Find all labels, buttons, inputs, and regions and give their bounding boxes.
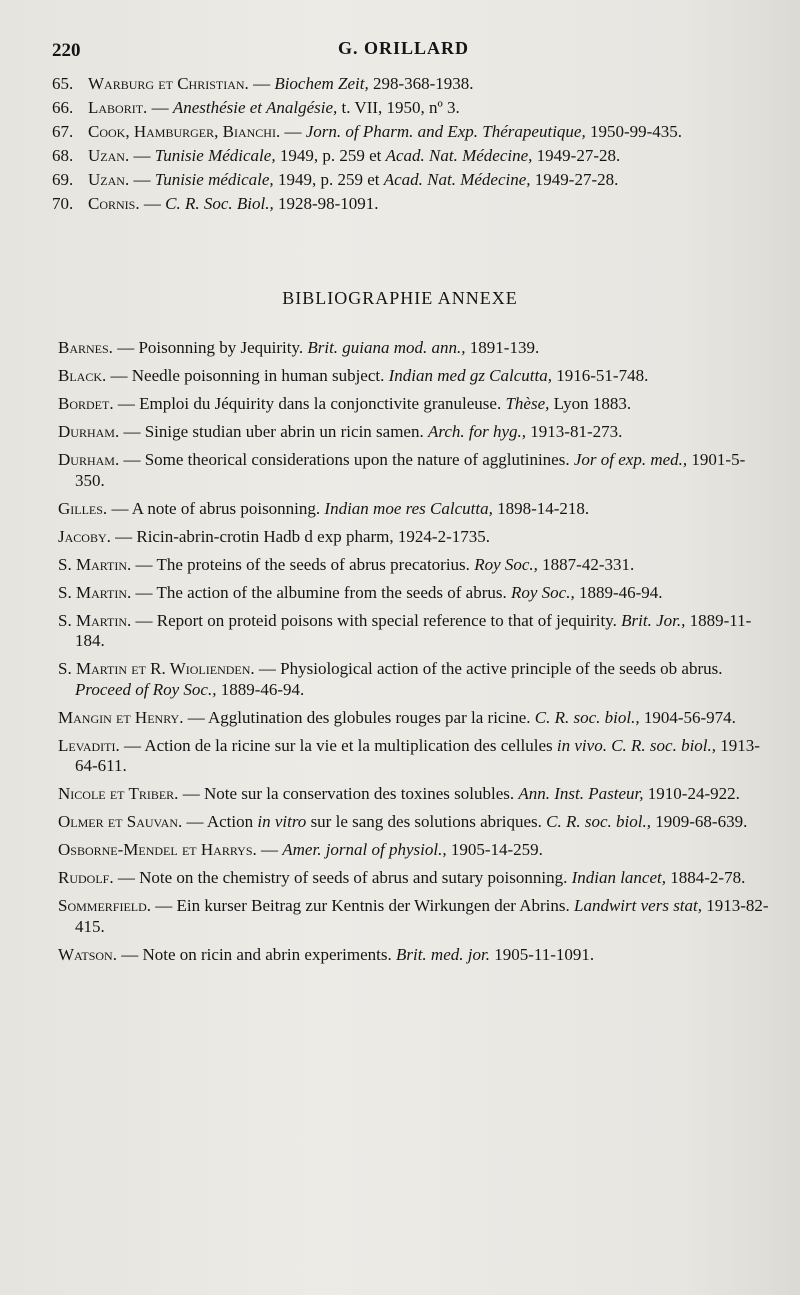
- entry-title-cont: sur le sang des solutions abriques.: [306, 812, 547, 831]
- reference-middle: 1949, p. 259 et: [273, 170, 384, 189]
- entry-details: 1909-68-639.: [651, 812, 748, 831]
- entry-title: Note sur la conservation des toxines solubles.: [203, 784, 519, 803]
- entry-title: Needle poisonning in human subject.: [131, 366, 389, 385]
- bibliography-entry: [58, 366, 770, 387]
- reference-number: 67.: [52, 122, 74, 141]
- entry-separator: —: [112, 338, 139, 357]
- reference-journal-2: Acad. Nat. Médecine,: [385, 146, 533, 165]
- entry-details: 1901-5-350.: [75, 450, 746, 490]
- entry-author: Barnes.: [58, 338, 113, 357]
- entry-journal: Indian moe res Calcutta,: [324, 498, 493, 518]
- entry-title: Poisonning by Jequirity.: [138, 338, 308, 357]
- entry-journal: Amer. jornal of physiol.,: [282, 840, 447, 859]
- entry-title: Sinige studian uber abrin un ricin samen.: [144, 422, 428, 441]
- page-number: 220: [52, 40, 81, 61]
- entry-details: 1910-24-922.: [643, 784, 740, 803]
- entry-author: Rudolf.: [58, 868, 114, 887]
- reference-separator: —: [147, 98, 173, 117]
- entry-separator: —: [119, 735, 145, 755]
- entry-author: Olmer et Sauvan.: [58, 812, 183, 831]
- reference-details: t. VII, 1950, nº 3.: [337, 98, 460, 117]
- bibliography-entry: [58, 422, 770, 443]
- reference-number: 69.: [52, 170, 74, 189]
- entry-separator: —: [106, 366, 132, 385]
- entry-author: Sommerfield.: [58, 896, 152, 915]
- running-head: G. ORILLARD: [338, 38, 470, 58]
- entry-journal: Brit. guiana mod. ann.,: [307, 338, 466, 357]
- entry-journal: Roy Soc.,: [474, 554, 538, 574]
- bibliography-entry: [58, 840, 770, 861]
- entry-title: Note on the chemistry of seeds of abrus and sutary poisonning.: [139, 868, 572, 887]
- entry-separator: —: [182, 812, 207, 831]
- entry-separator: —: [254, 659, 281, 678]
- entry-details: 1898-14-218.: [492, 498, 590, 518]
- reference-details: 1950-99-435.: [585, 122, 683, 141]
- entry-separator: —: [131, 610, 157, 630]
- entry-journal: Brit. Jor.,: [621, 610, 686, 630]
- entry-separator: —: [110, 526, 137, 546]
- reference-item: [52, 146, 767, 166]
- section-title: BIBLIOGRAPHIE ANNEXE: [282, 288, 518, 308]
- entry-details: Lyon 1883.: [549, 394, 632, 413]
- entry-journal: Ann. Inst. Pasteur,: [518, 784, 644, 803]
- entry-details: 1905-11-1091.: [489, 944, 595, 964]
- bibliography-entry: [58, 527, 770, 548]
- entry-separator: —: [116, 944, 143, 964]
- reference-separator: —: [139, 194, 166, 213]
- entry-italic-phrase: in vitro: [257, 812, 307, 831]
- entry-title: The action of the albumine from the seeds of abrus.: [156, 582, 511, 602]
- reference-details: 1928-98-1091.: [273, 194, 379, 213]
- entry-separator: —: [131, 554, 157, 574]
- entry-details: 1913-64-611.: [75, 735, 760, 775]
- bibliography-entry: [58, 611, 770, 652]
- entry-journal: Indian lancet,: [571, 868, 666, 887]
- entry-title: Some theorical considerations upon the nature of agglutinines.: [144, 450, 574, 469]
- reference-number: 66.: [52, 98, 74, 117]
- reference-number: 70.: [52, 194, 74, 213]
- bibliography-entry: [58, 394, 770, 415]
- reference-item: [52, 98, 767, 118]
- bibliography-entry: [58, 499, 770, 520]
- reference-item: [52, 122, 767, 142]
- entry-details: 1916-51-748.: [552, 366, 649, 385]
- entry-details: 1891-139.: [465, 338, 540, 357]
- reference-details: 1949-27-28.: [530, 170, 619, 189]
- reference-journal: Biochem Zeit,: [274, 74, 369, 93]
- reference-separator: —: [129, 146, 155, 165]
- entry-separator: —: [131, 582, 157, 602]
- entry-separator: —: [113, 394, 140, 413]
- bibliography-entry: [58, 338, 770, 359]
- reference-separator: —: [129, 170, 155, 189]
- entry-journal: Roy Soc.,: [511, 582, 575, 602]
- entry-separator: —: [119, 422, 145, 441]
- entry-title: Note on ricin and abrin experiments.: [142, 944, 396, 964]
- bibliography-entry: [58, 583, 770, 604]
- entry-title: Action de la ricine sur la vie et la multiplication des cellules: [144, 735, 557, 755]
- entry-title: Ein kurser Beitrag zur Kentnis der Wirkungen der Abrins.: [176, 896, 575, 915]
- bibliography-entry: [58, 784, 770, 805]
- entry-author: Osborne-Mendel et Harrys.: [58, 840, 257, 859]
- entry-author: S. Martin.: [58, 554, 132, 574]
- reference-number: 65.: [52, 74, 74, 93]
- entry-separator: —: [107, 498, 132, 518]
- entry-author: Black.: [58, 366, 107, 385]
- reference-middle: 1949, p. 259 et: [275, 146, 386, 165]
- reference-author: Uzan.: [88, 170, 130, 189]
- entry-separator: —: [113, 868, 140, 887]
- entry-author: Bordet.: [58, 394, 114, 413]
- reference-separator: —: [280, 122, 306, 141]
- reference-journal: Tunisie médicale,: [154, 170, 274, 189]
- bibliography-entry: [58, 708, 770, 729]
- entry-author: Jacoby.: [58, 526, 111, 546]
- reference-journal: Anesthésie et Analgésie,: [172, 98, 338, 117]
- entry-journal: C. R. soc. biol.,: [546, 812, 652, 831]
- page-header: [52, 36, 764, 66]
- bibliography-entry: [58, 812, 770, 833]
- entry-journal: Jor of exp. med.,: [573, 450, 688, 469]
- bibliography-entry: [58, 555, 770, 576]
- numbered-references: [52, 74, 767, 218]
- bibliography-entry: [58, 945, 770, 966]
- entry-author: Nicole et Triber.: [58, 784, 179, 803]
- entry-separator: —: [183, 707, 209, 727]
- reference-author: Uzan.: [88, 146, 130, 165]
- reference-journal-2: Acad. Nat. Médecine,: [383, 170, 531, 189]
- entry-author: Gilles.: [58, 498, 108, 518]
- bibliography-entry: [58, 736, 770, 777]
- entry-title: A note of abrus poisonning.: [131, 498, 325, 518]
- entry-journal: Arch. for hyg.,: [427, 422, 527, 441]
- annexe-bibliography: [58, 338, 770, 973]
- entry-journal: in vivo. C. R. soc. biol.,: [556, 735, 717, 755]
- bibliography-entry: [58, 450, 770, 491]
- reference-author: Cook, Hamburger, Bianchi.: [88, 122, 281, 141]
- reference-item: [52, 194, 767, 214]
- entry-journal: C. R. soc. biol.,: [534, 707, 640, 727]
- entry-journal: Proceed of Roy Soc.,: [75, 679, 217, 699]
- reference-item: [52, 74, 767, 94]
- entry-title: Action: [206, 812, 258, 831]
- entry-details: 1884-2-78.: [666, 868, 746, 887]
- entry-author: S. Martin.: [58, 582, 132, 602]
- entry-title: Emploi du Jéquirity dans la conjonctivite granuleuse.: [139, 394, 506, 413]
- entry-journal: Indian med gz Calcutta,: [388, 366, 552, 385]
- reference-journal: Jorn. of Pharm. and Exp. Thérapeutique,: [305, 122, 586, 141]
- entry-author: Mangin et Henry.: [58, 707, 184, 727]
- entry-details: 1887-42-331.: [537, 554, 635, 574]
- entry-separator: —: [151, 896, 177, 915]
- reference-journal: Tunisie Médicale,: [154, 146, 276, 165]
- entry-details: 1913-82-415.: [75, 896, 769, 936]
- entry-journal: Brit. med. jor.: [395, 944, 490, 964]
- reference-details: 1949-27-28.: [532, 146, 621, 165]
- entry-author: Levaditi.: [58, 735, 120, 755]
- reference-author: Cornis.: [88, 194, 140, 213]
- entry-title: Report on proteid poisons with special reference to that of jequirity.: [156, 610, 622, 630]
- entry-author: Durham.: [58, 422, 120, 441]
- reference-item: [52, 170, 767, 190]
- entry-details: 1913-81-273.: [526, 422, 623, 441]
- reference-journal: C. R. Soc. Biol.,: [165, 194, 274, 213]
- reference-author: Laborit.: [88, 98, 148, 117]
- entry-title: Agglutination des globules rouges par la ricine.: [208, 707, 535, 727]
- entry-separator: —: [256, 840, 283, 859]
- entry-separator: —: [119, 450, 145, 469]
- entry-author: S. Martin.: [58, 610, 132, 630]
- reference-number: 68.: [52, 146, 74, 165]
- bibliography-entry: [58, 896, 770, 937]
- entry-separator: —: [178, 784, 204, 803]
- entry-details: 1905-14-259.: [446, 840, 543, 859]
- entry-journal: Landwirt vers stat,: [574, 896, 703, 915]
- bibliography-entry: [58, 659, 770, 700]
- reference-details: 298-368-1938.: [368, 74, 474, 93]
- entry-details: 1889-46-94.: [216, 679, 305, 699]
- entry-title: Ricin-abrin-crotin Hadb d exp pharm, 1924-2-1735.: [136, 526, 490, 546]
- entry-details: 1889-11-184.: [75, 610, 752, 650]
- reference-author: Warburg et Christian.: [88, 74, 249, 93]
- entry-title: Physiological action of the active principle of the seeds ob abrus.: [280, 659, 723, 678]
- entry-author: Watson.: [58, 944, 117, 964]
- entry-details: 1904-56-974.: [639, 707, 736, 727]
- entry-title: The proteins of the seeds of abrus precatorius.: [156, 554, 475, 574]
- entry-details: 1889-46-94.: [574, 582, 663, 602]
- entry-author: S. Martin et R. Wiolienden.: [58, 659, 255, 678]
- entry-author: Durham.: [58, 450, 120, 469]
- bibliography-entry: [58, 868, 770, 889]
- reference-separator: —: [248, 74, 275, 93]
- entry-journal: Thèse,: [505, 394, 550, 413]
